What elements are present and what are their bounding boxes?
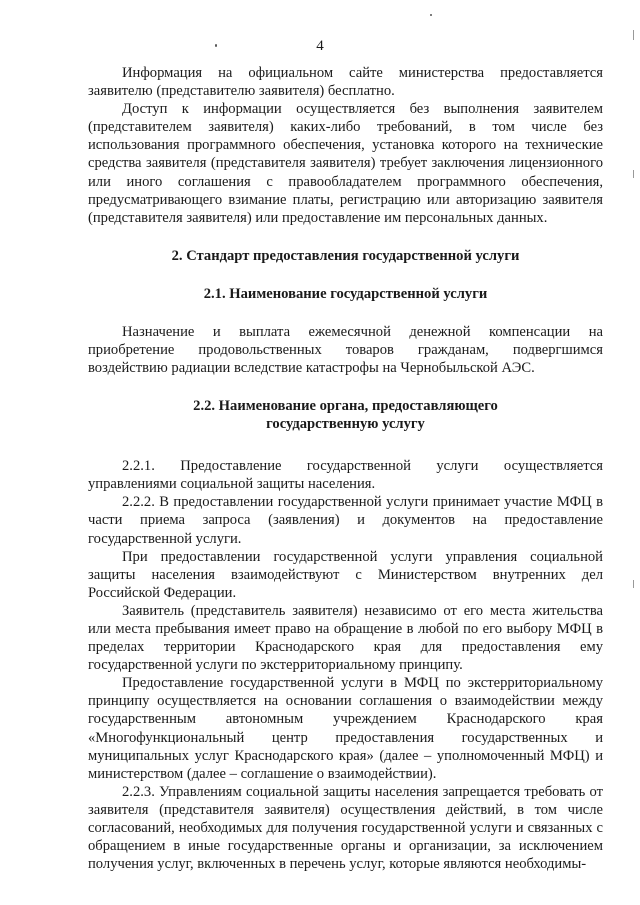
paragraph: Информация на официальном сайте министерства предоставляется заявителю (представителю заявителя) бесплатно. bbox=[88, 65, 603, 100]
paragraph: 2.2.3. Управлениям социальной защиты населения запрещается требовать от заявителя (представителя заявителя) осуществления действий, в том числе согласований, необходимых для получения государственной услуги и связанных с обращением в иные государственные органы и организации, за исключением получения услуг, включенных в перечень услуг, которые являются необходимы- bbox=[88, 783, 603, 873]
scan-speck bbox=[430, 14, 432, 16]
page-number: 4 bbox=[316, 38, 324, 54]
subsection-heading: 2.2. Наименование органа, предоставляющего bbox=[193, 398, 498, 415]
paragraph: Заявитель (представитель заявителя) независимо от его места жительства или места пребывания имеет право на обращение в любой по его выбору МФЦ в пределах территории Краснодарского края для предоставления ему государственной услуги по экстерриториальному принципу. bbox=[88, 602, 603, 674]
subsection-heading: 2.1. Наименование государственной услуги bbox=[203, 285, 488, 302]
paragraph: Предоставление государственной услуги в МФЦ по экстерриториальному принципу осуществляется на основании соглашения о взаимодействии между государственным автономным учреждением Краснодарского края «Многофункциональный центр предоставления государственных и муниципальных услуг Краснодарского края» (далее – уполномоченный МФЦ) и министерством (далее – соглашение о взаимодействии). bbox=[88, 675, 603, 782]
subsection-heading: государственную услугу bbox=[266, 416, 425, 433]
section-heading: 2. Стандарт предоставления государственной услуги bbox=[171, 247, 520, 264]
paragraph: 2.2.2. В предоставлении государственной услуги принимает участие МФЦ в части приема запроса (заявления) и документов на предоставление государственной услуги. bbox=[88, 494, 603, 547]
paragraph: Назначение и выплата ежемесячной денежной компенсации на приобретение продовольственных товаров гражданам, подвергшимся воздействию радиации вследствие катастрофы на Чернобыльской АЭС. bbox=[88, 323, 603, 377]
document-body bbox=[88, 64, 603, 873]
paragraph: При предоставлении государственной услуги управления социальной защиты населения взаимодействуют с Министерством внутренних дел Российской Федерации. bbox=[88, 548, 603, 601]
paragraph: 2.2.1. Предоставление государственной услуги осуществляется управлениями социальной защиты населения. bbox=[88, 458, 603, 493]
scan-edge-mark bbox=[633, 580, 634, 588]
paragraph: Доступ к информации осуществляется без выполнения заявителем (представителем заявителя) каких-либо требований, в том числе без использования программного обеспечения, установка которого на технические средства заявителя (представителя заявителя) требует заключения лицензионного или иного соглашения с правообладателем программного обеспечения, предусматривающего взимание платы, регистрацию или авторизацию заявителя (представителя заявителя) или предоставление им персональных данных. bbox=[88, 101, 603, 226]
scan-edge-mark bbox=[633, 170, 634, 178]
